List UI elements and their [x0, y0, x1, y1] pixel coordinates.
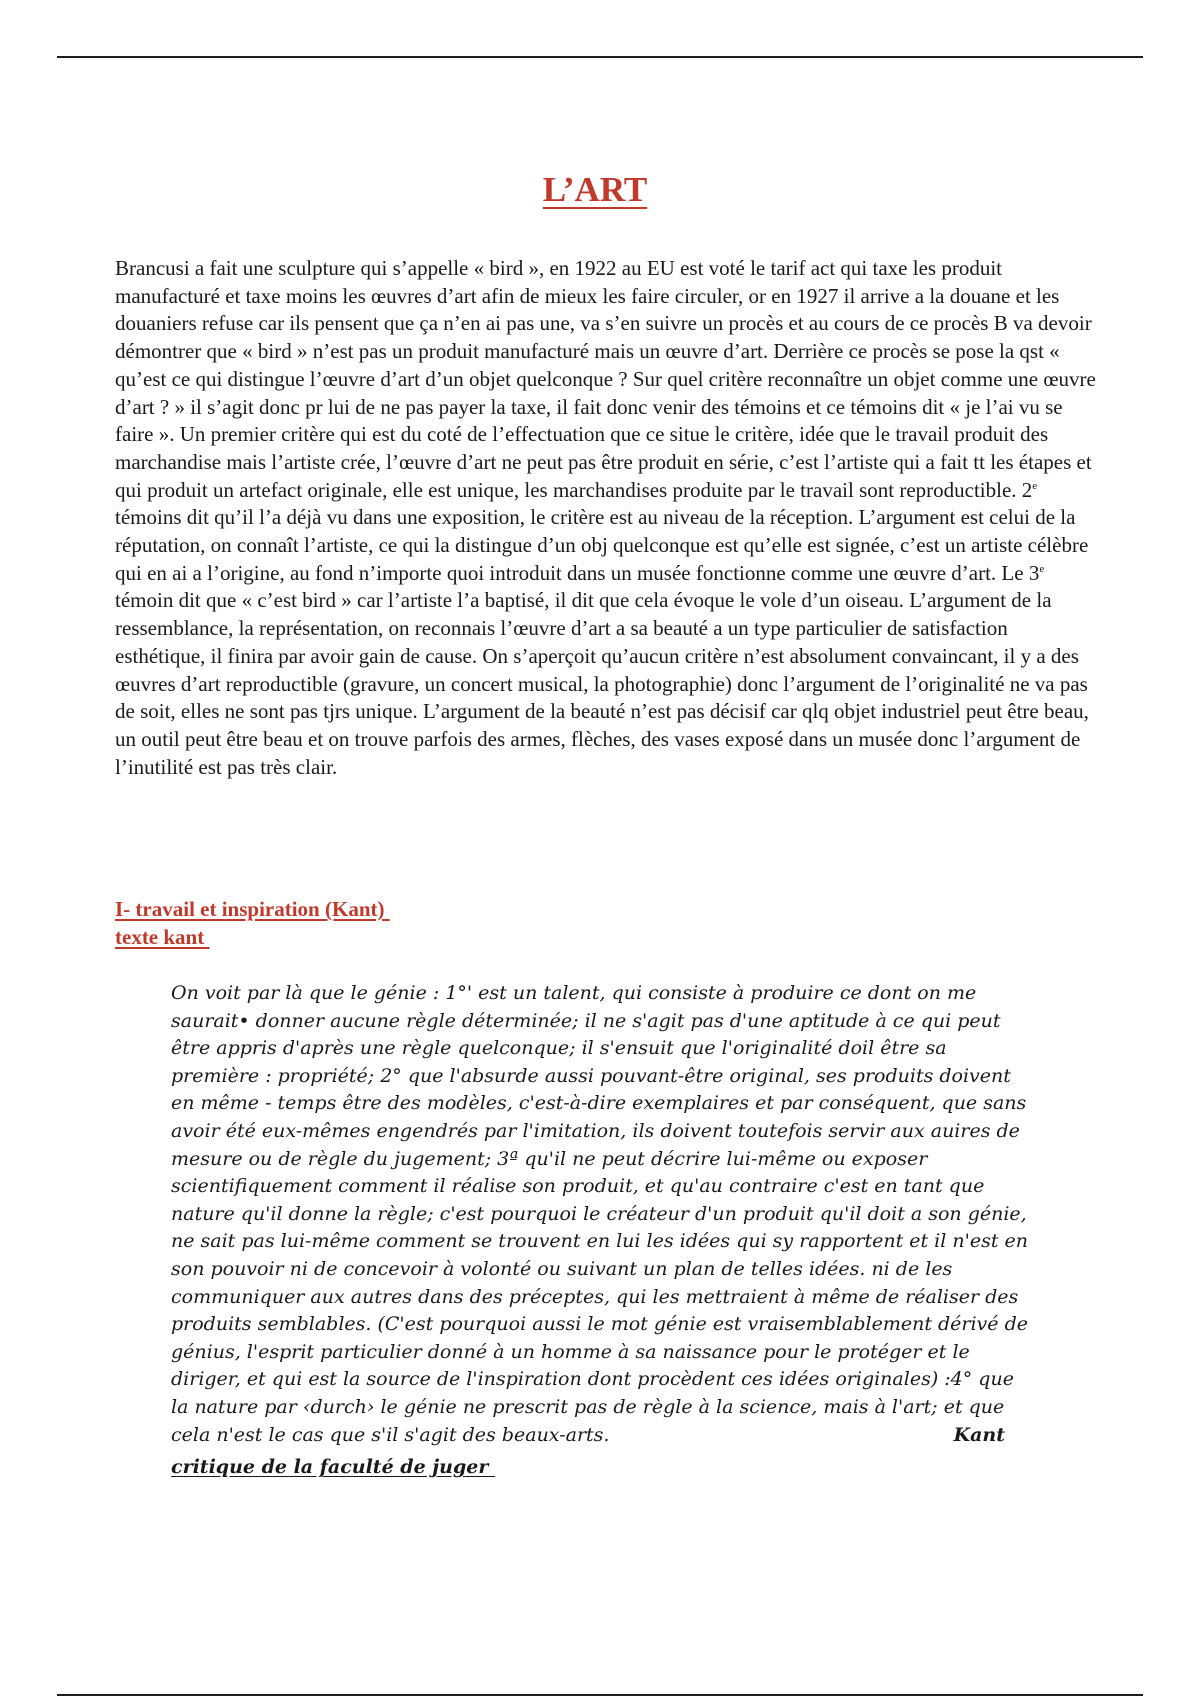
quote-source: critique de la faculté de juger [171, 1456, 495, 1478]
top-rule [57, 56, 1143, 58]
intro-text-part1: Brancusi a fait une sculpture qui s’appelle « bird », en 1922 au EU est voté le tarif act qui taxe les produit manufacturé et taxe moins les œuvres d’art afin de mieux les faire circuler, or en 1927 il arrive a la douane et les douaniers refuse car ils pensent que ça n’en ai pas une, va s’en suivre un procès et au cours de ce procès B va devoir démontrer que « bird » n’est pas un produit manufacturé mais un œuvre d’art. Derrière ce procès se pose la qst « qu’est ce qui distingue l’œuvre d’art d’un objet quelconque ? Sur quel critère reconnaître un objet comme une œuvre d’art ? » il s’agit donc pr lui de ne pas payer la taxe, il fait donc venir des témoins et ce témoins dit « je l’ai vu se faire ». Un premier critère qui est du coté de l’effectuation que ce situe le critère, idée que le travail produit des marchandise mais l’artiste crée, l’œuvre d’art ne peut pas être produit en série, c’est l’artiste qui a fait tt les étapes et qui produit un artefact originale, elle est unique, les marchandises produite par le travail sont reproductible. 2 [115, 256, 1096, 502]
ordinal-suffix-3: e [1039, 562, 1045, 575]
kant-quote-text: On voit par là que le génie : 1°' est un talent, qui consiste à produire ce dont on me saurait• donner aucune règle déterminée; il ne s'agit pas d'une aptitude à ce qui peut être appris d'après une règle quelconque; il s'ensuit que l'originalité doil être sa première : propriété; 2° que l'absurde aussi pouvant-être original, ses produits doivent en même - temps être des modèles, c'est-à-dire exemplaires et par conséquent, que sans avoir été eux-mêmes engendrés par l'imitation, ils doivent toutefois servir aux auires de mesure ou de règle du jugement; 3ª qu'il ne peut décrire lui-même ou exposer scientifiquement comment il réalise son produit, et qu'au contraire c'est en tant que nature qu'il donne la règle; c'est pourquoi le créateur d'un produit qu'il doit a son génie, ne sait pas lui-même comment se trouvent en lui les idées qui sy rapportent et il n'est en son pouvoir ni de concevoir à volonté ou suivant un plan de telles idées. ni de les communiquer aux autres dans des préceptes, qui les mettraient à même de réaliser des produits semblables. (C'est pourquoi aussi le mot génie est vraisemblablement dérivé de génius, l'esprit particulier donné à un homme à sa naissance pour le protéger et le diriger, et qui est la source de l'inspiration dont procèdent ces idées originales) :4° que la nature par ‹durch› le génie ne prescrit pas de règle à la science, mais à l'art; et que cela n'est le cas que s'il s'agit des beaux-arts. [171, 982, 1028, 1446]
intro-text-part2: témoins dit qu’il l’a déjà vu dans une exposition, le critère est au niveau de la réception. L’argument est celui de la réputation, on connaît l’artiste, ce qui la distingue d’un obj quelconque est qu’elle est signée, c’est un artiste célèbre qui en ai a l’origine, au fond n’importe quoi introduit dans un musée fonctionne comme une œuvre d’art. Le 3 [115, 505, 1089, 585]
quote-author: Kant [953, 1423, 1005, 1446]
intro-paragraph [115, 255, 1100, 781]
bottom-rule [57, 1694, 1143, 1696]
kant-quote [171, 980, 1031, 1449]
ordinal-suffix-2: e [1032, 479, 1038, 492]
page-title [0, 170, 1200, 210]
section-heading: I- travail et inspiration (Kant) [115, 897, 390, 921]
intro-text-part3: témoin dit que « c’est bird » car l’artiste l’a baptisé, il dit que cela évoque le vole d’un oiseau. L’argument de la ressemblance, la représentation, on reconnais l’œuvre d’art a sa beauté a un type particulier de satisfaction esthétique, il finira par avoir gain de cause. On s’aperçoit qu’aucun critère n’est absolument convaincant, il y a des œuvres d’art reproductible (gravure, un concert musical, la photographie) donc l’argument de l’originalité ne va pas de soit, elles ne sont pas tjrs unique. L’argument de la beauté n’est pas décisif car qlq objet industriel peut être beau, un outil peut être beau et on trouve parfois des armes, flèches, des vases exposé dans un musée donc l’argument de l’inutilité est pas très clair. [115, 588, 1089, 779]
page-title-text: L’ART [542, 170, 648, 209]
subheading: texte kant [115, 925, 210, 949]
